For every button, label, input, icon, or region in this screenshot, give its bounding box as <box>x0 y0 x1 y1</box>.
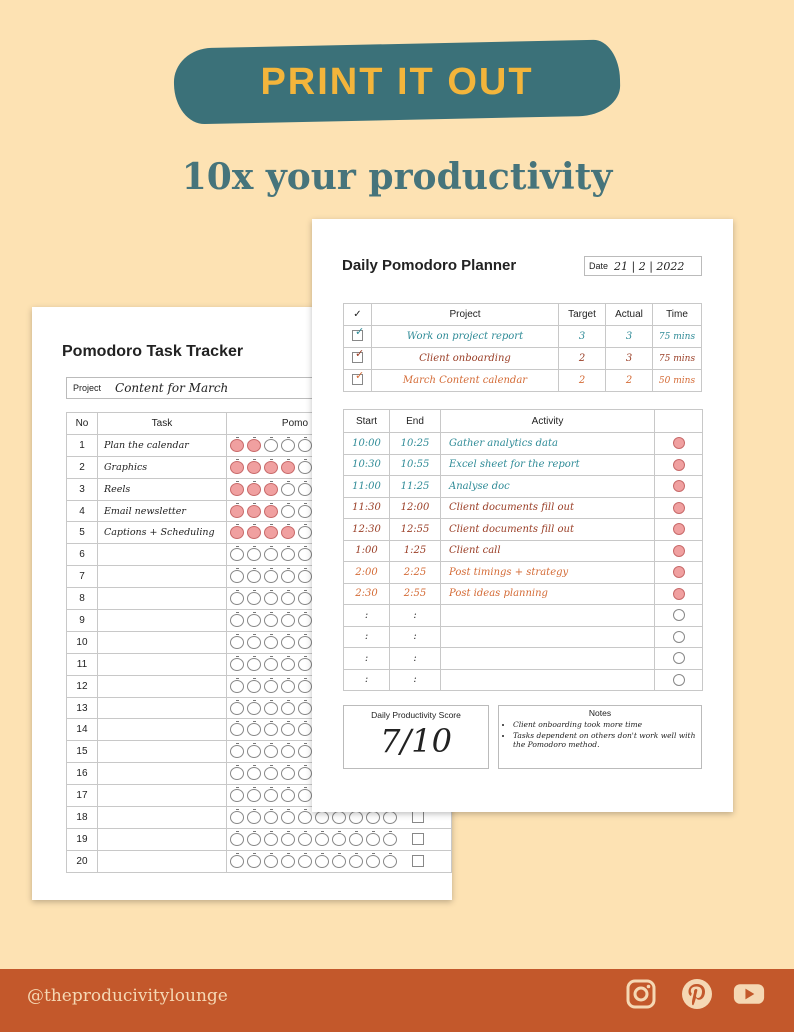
tomato-icon <box>298 439 312 452</box>
tomato-icon <box>298 483 312 496</box>
row-number: 3 <box>67 478 98 500</box>
tomato-icon <box>281 636 295 649</box>
tomato-icon <box>281 855 295 868</box>
col-end: End <box>390 410 441 433</box>
tomato-icon <box>247 439 261 452</box>
checkbox[interactable] <box>412 833 424 845</box>
end-time: 12:00 <box>390 497 441 519</box>
start-time: 10:00 <box>344 433 390 455</box>
tomato-icon <box>247 614 261 627</box>
checkbox[interactable]: ✓ <box>352 352 363 363</box>
tomato-icon <box>349 833 363 846</box>
row-task <box>97 763 226 785</box>
tomato-icon <box>230 636 244 649</box>
row-number: 15 <box>67 741 98 763</box>
notes-label: Notes <box>588 708 612 718</box>
tomato-icon <box>673 652 685 664</box>
tomato-icon <box>247 461 261 474</box>
tomato-icon <box>264 811 278 824</box>
notes-list <box>499 720 701 749</box>
tomato-icon <box>673 609 685 621</box>
tomato-icon <box>230 461 244 474</box>
tomato-icon <box>673 566 685 578</box>
col-activity: Activity <box>441 410 655 433</box>
table-row <box>344 583 703 605</box>
col-pomodoro <box>655 410 703 433</box>
start-time: : <box>344 605 390 627</box>
start-time: 10:30 <box>344 454 390 476</box>
tomato-icon <box>264 439 278 452</box>
table-row <box>344 626 703 648</box>
tomato-icon <box>264 461 278 474</box>
row-number: 8 <box>67 588 98 610</box>
start-time: : <box>344 626 390 648</box>
col-time: Time <box>653 304 702 326</box>
row-task <box>97 828 226 850</box>
tomato-icon <box>673 480 685 492</box>
tomato-icon <box>230 505 244 518</box>
activity-text: Excel sheet for the report <box>441 454 655 476</box>
start-time: 2:30 <box>344 583 390 605</box>
tomato-icon <box>230 526 244 539</box>
tomato-icon <box>264 483 278 496</box>
tomato-icon <box>673 674 685 686</box>
row-task: Graphics <box>97 456 226 478</box>
tomato-icon <box>298 833 312 846</box>
tomato-icon <box>332 833 346 846</box>
checkbox[interactable] <box>412 855 424 867</box>
tomato-icon <box>281 767 295 780</box>
row-task <box>97 807 226 829</box>
date-label: Date <box>589 261 609 271</box>
activity-text: Client call <box>441 540 655 562</box>
project-name: Client onboarding <box>372 348 559 370</box>
tomato-icon <box>298 811 312 824</box>
instagram-icon[interactable] <box>625 978 657 1010</box>
table-row <box>344 648 703 670</box>
tomato-icon <box>298 461 312 474</box>
tomato-icon <box>281 592 295 605</box>
tomato-icon <box>281 789 295 802</box>
tomato-icon <box>247 680 261 693</box>
row-task <box>97 631 226 653</box>
tomato-icon <box>315 833 329 846</box>
tomato-icon <box>247 723 261 736</box>
tomato-icon <box>366 855 380 868</box>
tomato-icon <box>230 592 244 605</box>
tomato-icon <box>366 833 380 846</box>
tomato-icon <box>247 636 261 649</box>
time-value: 50 mins <box>653 370 702 392</box>
tomato-icon <box>298 526 312 539</box>
date-field <box>584 256 702 276</box>
tomato-icon <box>298 702 312 715</box>
row-number: 4 <box>67 500 98 522</box>
tomato-icon <box>264 505 278 518</box>
tomato-icon <box>230 767 244 780</box>
pomodoro-cell <box>655 626 703 648</box>
tomato-icon <box>298 636 312 649</box>
table-row <box>344 497 703 519</box>
tomato-icon <box>673 523 685 535</box>
tomato-icon <box>281 614 295 627</box>
row-number: 6 <box>67 544 98 566</box>
tomato-icon <box>298 570 312 583</box>
tomato-icon <box>383 811 397 824</box>
tomato-icon <box>281 702 295 715</box>
row-task: Email newsletter <box>97 500 226 522</box>
tomato-icon <box>230 439 244 452</box>
note-item: • Tasks dependent on others don't work well with the Pomodoro method. <box>513 731 701 749</box>
tomato-icon <box>281 439 295 452</box>
row-task <box>97 566 226 588</box>
start-time: 11:30 <box>344 497 390 519</box>
project-label: Project <box>73 383 102 393</box>
row-task <box>97 785 226 807</box>
checkbox[interactable]: ✓ <box>352 330 363 341</box>
check-cell[interactable] <box>344 326 372 348</box>
tomato-icon <box>230 680 244 693</box>
tomato-icon <box>247 483 261 496</box>
end-time: : <box>390 605 441 627</box>
row-task <box>97 697 226 719</box>
table-row <box>344 454 703 476</box>
row-number: 9 <box>67 610 98 632</box>
row-task <box>97 719 226 741</box>
score-label: Daily Productivity Score <box>371 710 461 720</box>
tomato-icon <box>349 811 363 824</box>
col-check: ✓ <box>344 304 372 326</box>
end-time: 12:55 <box>390 519 441 541</box>
tomato-icon <box>247 570 261 583</box>
tomato-icon <box>230 811 244 824</box>
row-task <box>97 653 226 675</box>
tomato-icon <box>264 636 278 649</box>
row-task <box>97 675 226 697</box>
row-number: 17 <box>67 785 98 807</box>
row-task: Plan the calendar <box>97 434 226 456</box>
tomato-icon <box>247 811 261 824</box>
tomato-icon <box>264 745 278 758</box>
subtitle: 10x your productivity <box>181 156 613 198</box>
tomato-icon <box>247 789 261 802</box>
tomato-icon <box>247 833 261 846</box>
pomodoro-cell <box>655 497 703 519</box>
target-value: 2 <box>559 348 606 370</box>
activity-text <box>441 626 655 648</box>
tomato-icon <box>281 570 295 583</box>
table-row <box>67 850 452 872</box>
pomodoro-cell <box>655 583 703 605</box>
tomato-icon <box>230 789 244 802</box>
tomato-icon <box>264 789 278 802</box>
tomato-icon <box>281 811 295 824</box>
tomato-icon <box>298 767 312 780</box>
tomato-icon <box>281 833 295 846</box>
tomato-icon <box>673 459 685 471</box>
tomato-icon <box>230 614 244 627</box>
check-cell[interactable] <box>344 370 372 392</box>
row-task <box>97 588 226 610</box>
end-time: 2:55 <box>390 583 441 605</box>
actual-value: 3 <box>606 348 653 370</box>
row-number: 14 <box>67 719 98 741</box>
start-time: : <box>344 648 390 670</box>
tomato-icon <box>230 833 244 846</box>
tomato-icon <box>230 702 244 715</box>
score-value: 7/10 <box>380 722 452 760</box>
table-row <box>344 370 702 392</box>
activity-text <box>441 669 655 691</box>
row-number: 1 <box>67 434 98 456</box>
social-handle[interactable]: @theproducivitylounge <box>27 986 228 1006</box>
tomato-icon <box>298 592 312 605</box>
tomato-icon <box>383 833 397 846</box>
pomodoro-cell <box>655 454 703 476</box>
tomato-icon <box>247 548 261 561</box>
row-task: Captions + Scheduling <box>97 522 226 544</box>
tomato-icon <box>673 502 685 514</box>
note-item: • Client onboarding took more time <box>513 720 701 729</box>
activity-text <box>441 648 655 670</box>
end-time: 2:25 <box>390 562 441 584</box>
end-time: 11:25 <box>390 476 441 498</box>
tomato-icon <box>230 658 244 671</box>
col-project: Project <box>372 304 559 326</box>
tomato-icon <box>298 855 312 868</box>
tomato-icon <box>281 723 295 736</box>
tomato-icon <box>298 505 312 518</box>
end-time: : <box>390 669 441 691</box>
start-time: 1:00 <box>344 540 390 562</box>
pomodoro-cell <box>655 433 703 455</box>
tomato-icon <box>298 614 312 627</box>
row-task <box>97 850 226 872</box>
tomato-icon <box>281 745 295 758</box>
tomato-icon <box>673 631 685 643</box>
pomodoro-cell <box>655 540 703 562</box>
row-number: 12 <box>67 675 98 697</box>
notes-box <box>498 705 702 769</box>
tomato-icon <box>281 680 295 693</box>
tomato-icon <box>315 855 329 868</box>
tomato-icon <box>332 811 346 824</box>
tomato-icon <box>673 437 685 449</box>
tomato-icon <box>281 658 295 671</box>
tomato-icon <box>298 680 312 693</box>
tomato-icon <box>247 702 261 715</box>
tomato-icon <box>247 767 261 780</box>
pomodoro-cell <box>655 648 703 670</box>
tomato-icon <box>230 570 244 583</box>
planner-title: Daily Pomodoro Planner <box>342 257 517 274</box>
row-number: 19 <box>67 828 98 850</box>
tomato-icon <box>281 461 295 474</box>
pomodoro-cell <box>655 476 703 498</box>
project-table <box>343 303 702 392</box>
checkbox[interactable] <box>412 811 424 823</box>
activity-text: Client documents fill out <box>441 519 655 541</box>
end-time: 1:25 <box>390 540 441 562</box>
row-number: 5 <box>67 522 98 544</box>
tomato-icon <box>383 855 397 868</box>
date-value: 21 | 2 | 2022 <box>614 259 685 273</box>
tomato-icon <box>281 505 295 518</box>
tomato-icon <box>247 745 261 758</box>
checkbox[interactable]: ✓ <box>352 374 363 385</box>
table-row <box>344 540 703 562</box>
tomato-icon <box>281 483 295 496</box>
row-number: 20 <box>67 850 98 872</box>
tomato-icon <box>332 855 346 868</box>
tomato-icon <box>366 811 380 824</box>
check-cell[interactable] <box>344 348 372 370</box>
tomato-icon <box>247 526 261 539</box>
tomato-icon <box>247 505 261 518</box>
tomato-icon <box>247 855 261 868</box>
row-task <box>97 610 226 632</box>
tomato-icon <box>264 680 278 693</box>
end-time: 10:25 <box>390 433 441 455</box>
tomato-icon <box>298 789 312 802</box>
row-task <box>97 741 226 763</box>
start-time: 2:00 <box>344 562 390 584</box>
start-time: : <box>344 669 390 691</box>
tomato-icon <box>298 548 312 561</box>
table-row <box>344 605 703 627</box>
col-start: Start <box>344 410 390 433</box>
pomodoro-cell <box>655 519 703 541</box>
tomato-icon <box>315 811 329 824</box>
table-row <box>344 519 703 541</box>
activity-text: Analyse doc <box>441 476 655 498</box>
row-task <box>97 544 226 566</box>
col-pomodoros: Pomo <box>226 413 451 435</box>
activity-text <box>441 605 655 627</box>
pomodoro-cell <box>655 562 703 584</box>
row-pomodoros <box>226 850 451 872</box>
target-value: 3 <box>559 326 606 348</box>
col-target: Target <box>559 304 606 326</box>
pomodoro-cell <box>655 669 703 691</box>
start-time: 11:00 <box>344 476 390 498</box>
tomato-icon <box>230 745 244 758</box>
time-value: 75 mins <box>653 326 702 348</box>
tomato-icon <box>264 614 278 627</box>
project-value: Content for March <box>115 381 229 395</box>
tomato-icon <box>298 745 312 758</box>
row-number: 13 <box>67 697 98 719</box>
tomato-icon <box>264 548 278 561</box>
row-pomodoros <box>226 828 451 850</box>
project-name: March Content calendar <box>372 370 559 392</box>
activity-text: Gather analytics data <box>441 433 655 455</box>
tomato-icon <box>264 723 278 736</box>
productivity-score-box <box>343 705 489 769</box>
tomato-icon <box>264 526 278 539</box>
activity-table <box>343 409 703 691</box>
table-row <box>344 669 703 691</box>
col-no: No <box>67 413 98 435</box>
row-number: 16 <box>67 763 98 785</box>
tomato-icon <box>298 723 312 736</box>
table-row <box>344 476 703 498</box>
tomato-icon <box>298 658 312 671</box>
time-value: 75 mins <box>653 348 702 370</box>
daily-planner-sheet <box>312 219 733 812</box>
row-number: 18 <box>67 807 98 829</box>
row-number: 11 <box>67 653 98 675</box>
end-time: 10:55 <box>390 454 441 476</box>
actual-value: 3 <box>606 326 653 348</box>
youtube-icon[interactable] <box>733 978 765 1010</box>
row-number: 2 <box>67 456 98 478</box>
tomato-icon <box>264 570 278 583</box>
row-number: 10 <box>67 631 98 653</box>
pomodoro-cell <box>655 605 703 627</box>
row-task: Reels <box>97 478 226 500</box>
tomato-icon <box>264 833 278 846</box>
table-row <box>344 348 702 370</box>
table-row <box>344 433 703 455</box>
tomato-icon <box>264 658 278 671</box>
pinterest-icon[interactable] <box>681 978 713 1010</box>
tomato-icon <box>264 767 278 780</box>
end-time: : <box>390 648 441 670</box>
col-task: Task <box>97 413 226 435</box>
tomato-icon <box>349 855 363 868</box>
activity-text: Post timings + strategy <box>441 562 655 584</box>
tomato-icon <box>230 855 244 868</box>
tomato-icon <box>230 483 244 496</box>
table-row <box>67 828 452 850</box>
activity-text: Client documents fill out <box>441 497 655 519</box>
tomato-icon <box>264 592 278 605</box>
project-name: Work on project report <box>372 326 559 348</box>
table-row <box>344 562 703 584</box>
table-row <box>344 326 702 348</box>
tomato-icon <box>673 588 685 600</box>
tomato-icon <box>673 545 685 557</box>
tracker-title: Pomodoro Task Tracker <box>62 343 244 360</box>
tomato-icon <box>247 592 261 605</box>
tomato-icon <box>230 548 244 561</box>
target-value: 2 <box>559 370 606 392</box>
actual-value: 2 <box>606 370 653 392</box>
tomato-icon <box>230 723 244 736</box>
tomato-icon <box>281 548 295 561</box>
banner-heading: PRINT IT OUT <box>260 60 534 103</box>
row-number: 7 <box>67 566 98 588</box>
start-time: 12:30 <box>344 519 390 541</box>
tomato-icon <box>281 526 295 539</box>
col-actual: Actual <box>606 304 653 326</box>
tomato-icon <box>264 855 278 868</box>
tomato-icon <box>264 702 278 715</box>
end-time: : <box>390 626 441 648</box>
activity-text: Post ideas planning <box>441 583 655 605</box>
tomato-icon <box>247 658 261 671</box>
